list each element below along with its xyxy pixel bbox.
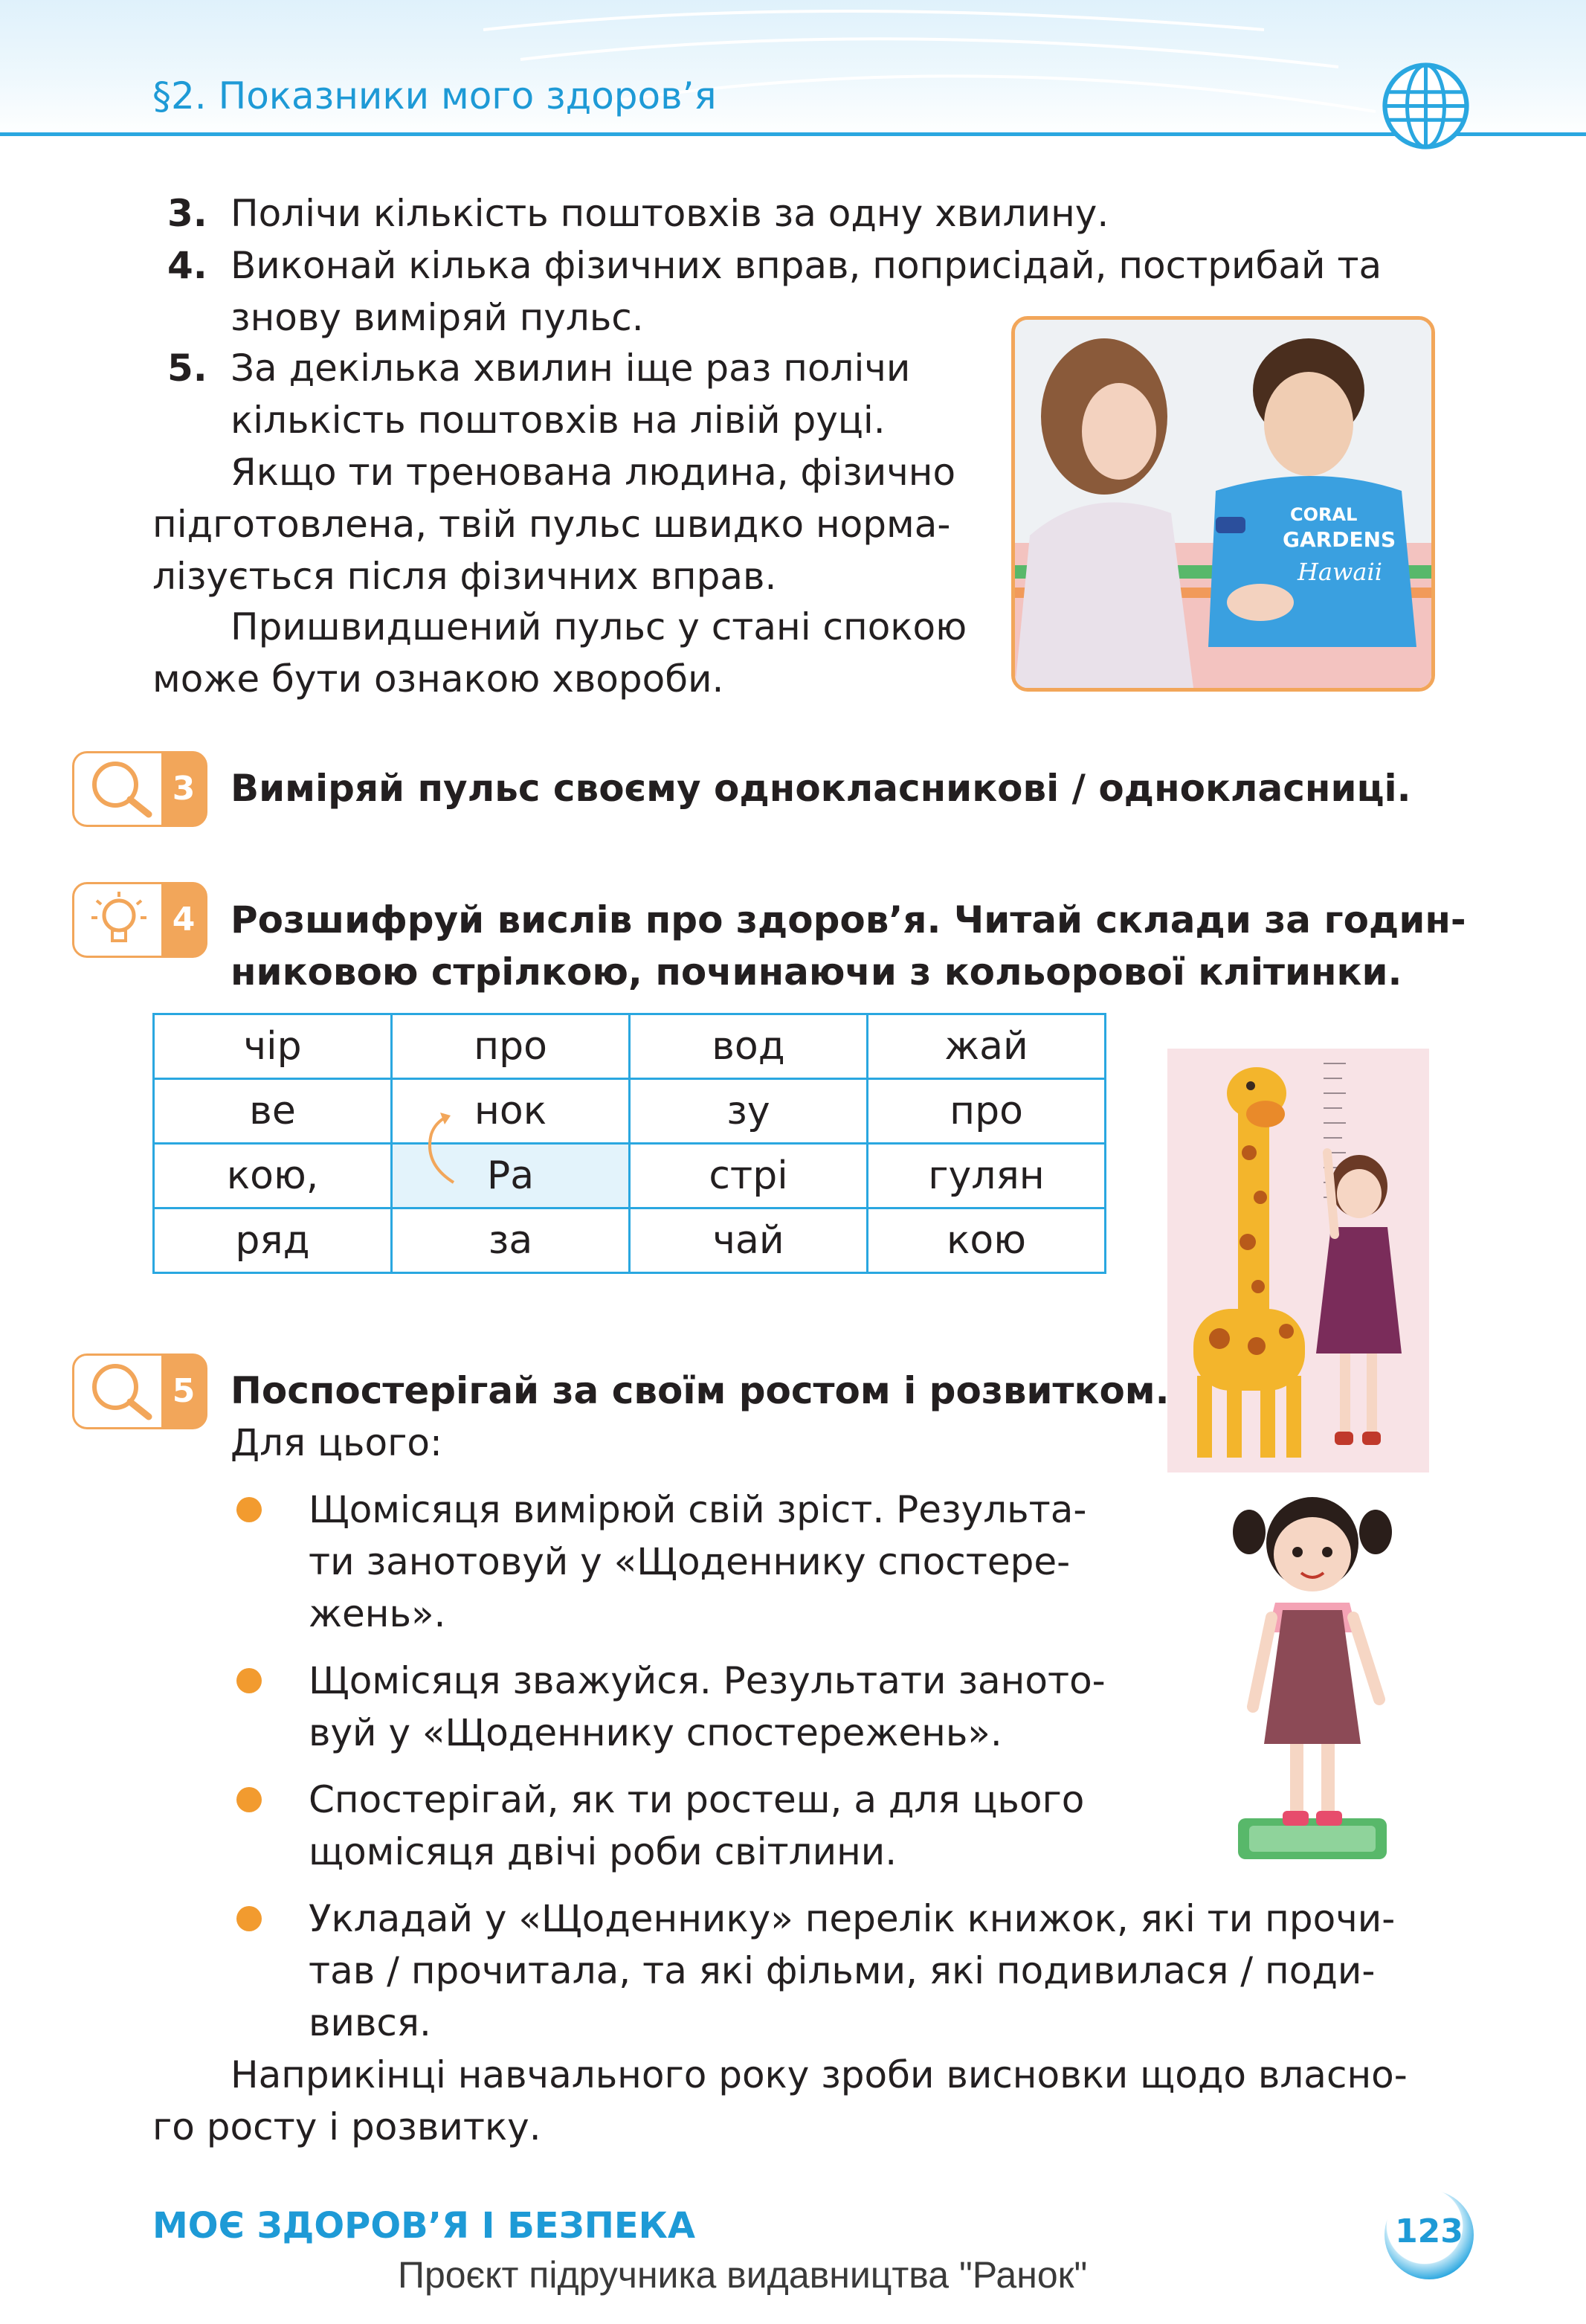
step-number: 4. xyxy=(167,244,207,287)
table-cell: про xyxy=(392,1014,630,1079)
paragraph-line: Пришвидшений пульс у стані спокою xyxy=(231,605,967,648)
table-cell: чір xyxy=(154,1014,392,1079)
table-cell: чай xyxy=(630,1208,868,1273)
task-4-line: Розшифруй вислів про здоров’я. Читай склади за годин- xyxy=(231,898,1466,941)
task-badge-3 xyxy=(72,751,206,825)
footer-title: МОЄ ЗДОРОВ’Я І БЕЗПЕКА xyxy=(152,2205,696,2247)
bullet-line: тав / прочитала, та які фільми, які подивилася / поди- xyxy=(309,1949,1376,1992)
step-text: Полічи кількість поштовхів за одну хвилину. xyxy=(231,192,1109,235)
bullet-line: вуй у «Щоденнику спостережень». xyxy=(309,1711,1002,1754)
table-row xyxy=(154,1079,1106,1144)
table-cell: зу xyxy=(630,1079,868,1144)
table-row xyxy=(154,1014,1106,1079)
bullet-line: Щомісяця зважуйся. Результати заното- xyxy=(309,1659,1106,1702)
bullet-line: Спостерігай, як ти ростеш, а для цього xyxy=(309,1778,1085,1821)
paragraph-line: лізується після фізичних вправ. xyxy=(152,555,777,598)
table-cell: кою xyxy=(868,1208,1106,1273)
task-3-text: Виміряй пульс своєму однокласникові / однокласниці. xyxy=(231,767,1411,810)
shirt-text: GARDENS xyxy=(1283,527,1396,552)
bullet-line: щомісяця двічі роби світлини. xyxy=(309,1830,897,1873)
page-number: 123 xyxy=(1395,2212,1463,2250)
header-divider xyxy=(0,132,1586,136)
task-4-line: никовою стрілкою, починаючи з кольорової клітинки. xyxy=(231,950,1402,994)
section-title: §2. Показники мого здоров’я xyxy=(152,74,717,118)
pulse-photo xyxy=(1011,316,1435,692)
bullet-line: Щомісяця вимірюй свій зріст. Результа- xyxy=(309,1488,1087,1531)
step-text-line: За декілька хвилин іще раз полічи xyxy=(231,347,911,390)
step-4 xyxy=(167,239,1382,339)
conclusion-line: го росту і розвитку. xyxy=(152,2105,541,2148)
syllable-table xyxy=(152,1013,1106,1274)
globe-icon xyxy=(1379,59,1472,152)
table-cell: жай xyxy=(868,1014,1106,1079)
table-cell: гулян xyxy=(868,1144,1106,1208)
task-number: 4 xyxy=(161,882,206,958)
task-badge-4 xyxy=(72,882,206,956)
task-number: 3 xyxy=(161,751,206,827)
table-cell: стрі xyxy=(630,1144,868,1208)
task-5-title: Поспостерігай за своїм ростом і розвитком. xyxy=(231,1369,1170,1412)
table-cell: ве xyxy=(154,1079,392,1144)
step-number: 3. xyxy=(167,192,207,235)
table-row xyxy=(154,1144,1106,1208)
paragraph-line: Якщо ти тренована людина, фізично xyxy=(231,451,956,494)
step-number: 5. xyxy=(167,347,207,390)
paragraph-line: підготовлена, твій пульс швидко норма- xyxy=(152,503,951,546)
task-badge-5 xyxy=(72,1353,206,1428)
start-cell: Ра xyxy=(392,1144,630,1208)
lightbulb-icon xyxy=(86,889,156,949)
step-5 xyxy=(167,342,911,442)
bullet-dot xyxy=(236,1906,262,1931)
bullet-line: ти занотовуй у «Щоденнику спостере- xyxy=(309,1540,1071,1583)
step-text-line: знову виміряй пульс. xyxy=(231,296,644,339)
girl-on-scale-illustration xyxy=(1219,1491,1405,1867)
bullet-line: Укладай у «Щоденнику» перелік книжок, які ти прочи- xyxy=(309,1897,1396,1940)
table-cell: ряд xyxy=(154,1208,392,1273)
publisher-credit: Проєкт підручника видавництва "Ранок" xyxy=(398,2254,1088,2296)
magnifier-icon xyxy=(86,1361,156,1420)
magnifier-icon xyxy=(86,759,156,818)
shirt-text: Hawaii xyxy=(1298,558,1382,586)
bullet-dot xyxy=(236,1668,262,1693)
children-illustration xyxy=(1015,320,1431,688)
step-text-line: кількість поштовхів на лівій руці. xyxy=(231,399,886,442)
table-cell: про xyxy=(868,1079,1106,1144)
conclusion-line: Наприкінці навчального року зроби висновки щодо власно- xyxy=(231,2053,1408,2096)
shirt-text: CORAL xyxy=(1290,504,1358,525)
giraffe-height-chart-illustration xyxy=(1167,1049,1429,1472)
step-text-line: Виконай кілька фізичних вправ, поприсідай, пострибай та xyxy=(231,244,1382,287)
bullet-dot xyxy=(236,1497,262,1522)
clockwise-arrow-icon xyxy=(416,1108,476,1190)
task-5-intro: Для цього: xyxy=(231,1421,442,1464)
bullet-line: вився. xyxy=(309,2001,431,2044)
table-cell: нок xyxy=(392,1079,630,1144)
task-number: 5 xyxy=(161,1353,206,1429)
table-row xyxy=(154,1208,1106,1273)
table-cell: за xyxy=(392,1208,630,1273)
bullet-dot xyxy=(236,1787,262,1812)
bullet-line: жень». xyxy=(309,1592,446,1635)
table-cell: вод xyxy=(630,1014,868,1079)
step-3 xyxy=(167,187,1109,239)
table-cell: кою, xyxy=(154,1144,392,1208)
paragraph-line: може бути ознакою хвороби. xyxy=(152,657,724,701)
